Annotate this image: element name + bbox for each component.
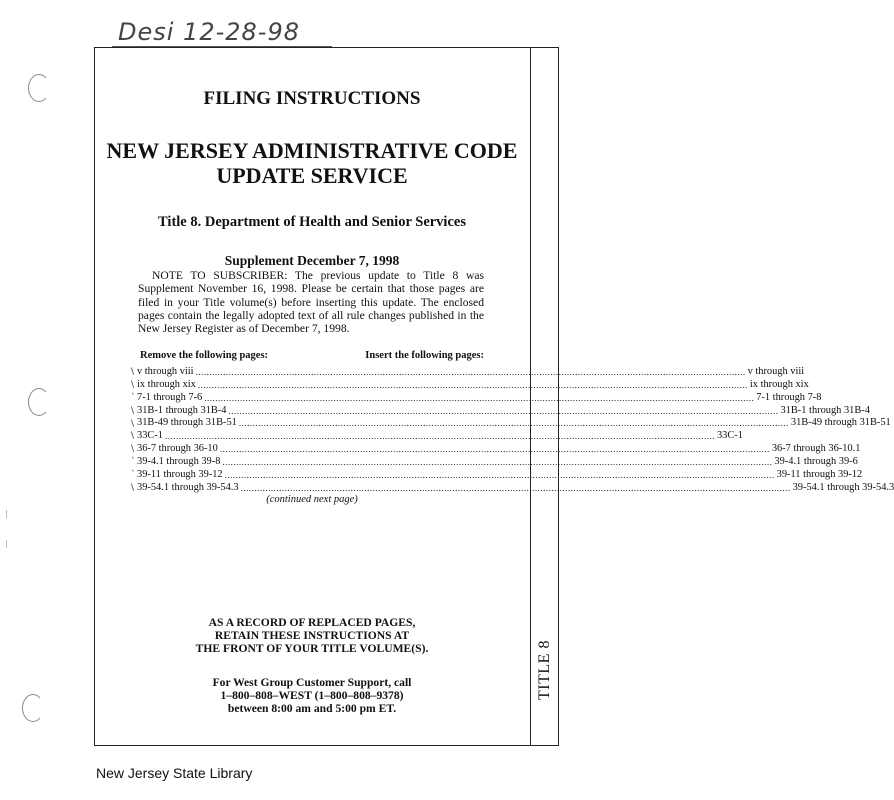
insert-pages: 36-7 through 36-10.1 [771,443,861,455]
leader-dots: ........................................................................................................................................................................................................ [228,405,779,416]
table-row [131,404,870,417]
continued-note: (continued next page) [266,494,358,505]
table-row [131,468,863,481]
binder-hole-top [28,74,50,102]
page-title: FILING INSTRUCTIONS [203,88,421,109]
subtitle-line-2: UPDATE SERVICE [216,163,408,188]
record-instructions [94,616,530,656]
check-mark-icon: \ [131,483,135,494]
check-mark-icon: ` [131,392,136,403]
insert-pages: 39-4.1 through 39-6 [774,456,858,468]
leader-dots: ........................................................................................................................................................................................................ [197,379,748,390]
record-line: AS A RECORD OF REPLACED PAGES, [208,616,416,629]
check-mark-icon: ` [131,457,136,468]
insert-pages: ix through xix [749,378,809,390]
margin-mark [6,510,7,518]
table-row [131,442,861,455]
record-line: THE FRONT OF YOUR TITLE VOLUME(S). [195,642,429,656]
leader-dots: ........................................................................................................................................................................................................ [164,431,715,442]
support-hours: between 8:00 am and 5:00 pm ET. [227,702,397,716]
handwritten-note: Desi 12-28-98 [118,18,300,46]
leader-dots: ........................................................................................................................................................................................................ [219,444,770,455]
supplement-date: Supplement December 7, 1998 [224,253,400,268]
insert-pages: v through viii [747,365,805,377]
table-row [131,391,822,404]
table-row [131,429,743,442]
leader-dots: ........................................................................................................................................................................................................ [204,392,755,403]
remove-pages: 7-1 through 7-6 [137,391,203,403]
table-row [131,455,858,468]
insert-header: Insert the following pages: [365,350,484,361]
department-heading: Title 8. Department of Health and Senior Services [158,214,466,230]
binder-hole-bottom [22,694,44,722]
leader-dots: ........................................................................................................................................................................................................ [224,470,775,481]
insert-pages: 39-11 through 39-12 [776,469,863,481]
insert-pages: 31B-1 through 31B-4 [780,404,870,416]
margin-mark [6,540,7,548]
remove-pages: 31B-49 through 31B-51 [137,417,237,429]
check-mark-icon: \ [131,367,135,377]
binder-hole-middle [28,388,50,416]
insert-pages: 31B-49 through 31B-51 [790,417,891,429]
table-row [131,417,891,430]
library-stamp: New Jersey State Library [96,765,253,781]
check-mark-icon: \ [131,431,135,442]
remove-pages: 39-11 through 39-12 [137,469,223,481]
pages-table [131,365,894,494]
table-row [131,378,809,391]
remove-pages: v through viii [137,365,194,377]
check-mark-icon: \ [131,418,135,429]
table-row [131,481,894,494]
leader-dots: ........................................................................................................................................................................................................ [195,366,746,377]
remove-pages: 31B-1 through 31B-4 [137,404,227,416]
support-line: For West Group Customer Support, call [212,676,412,689]
insert-pages: 39-54.1 through 39-54.3 [792,481,894,493]
leader-dots: ........................................................................................................................................................................................................ [238,418,789,429]
remove-pages: 33C-1 [137,430,163,442]
remove-pages: 39-54.1 through 39-54.3 [137,481,239,493]
insert-pages: 33C-1 [716,430,743,442]
subtitle-line-1: NEW JERSEY ADMINISTRATIVE CODE [106,138,518,163]
remove-header: Remove the following pages: [140,350,269,361]
table-row [131,365,805,378]
check-mark-icon: \ [131,405,135,416]
tab-label-text: TITLE 8 [535,640,553,700]
support-phone: 1–800–808–WEST (1–800–808–9378) [220,689,404,703]
leader-dots: ........................................................................................................................................................................................................ [222,457,773,468]
check-mark-icon: ` [131,470,136,481]
leader-dots: ........................................................................................................................................................................................................ [240,482,791,493]
check-mark-icon: \ [131,379,135,390]
insert-pages: 7-1 through 7-8 [756,391,822,403]
check-mark-icon: \ [131,444,135,455]
tab-label [530,632,559,708]
record-line: RETAIN THESE INSTRUCTIONS AT [214,629,410,643]
subscriber-note: NOTE TO SUBSCRIBER: The previous update to Title 8 was Supplement November 16, 1998. Please be certain that those pages are filed in your Title volume(s) before inserting this update. The enclosed pages contain the legally adopted text of all rule changes published in the New Jersey Register as of December 7, 1998. [138,269,484,336]
remove-pages: 36-7 through 36-10 [137,443,218,455]
remove-pages: 39-4.1 through 39-8 [137,456,221,468]
remove-pages: ix through xix [137,378,196,390]
customer-support [94,676,530,716]
